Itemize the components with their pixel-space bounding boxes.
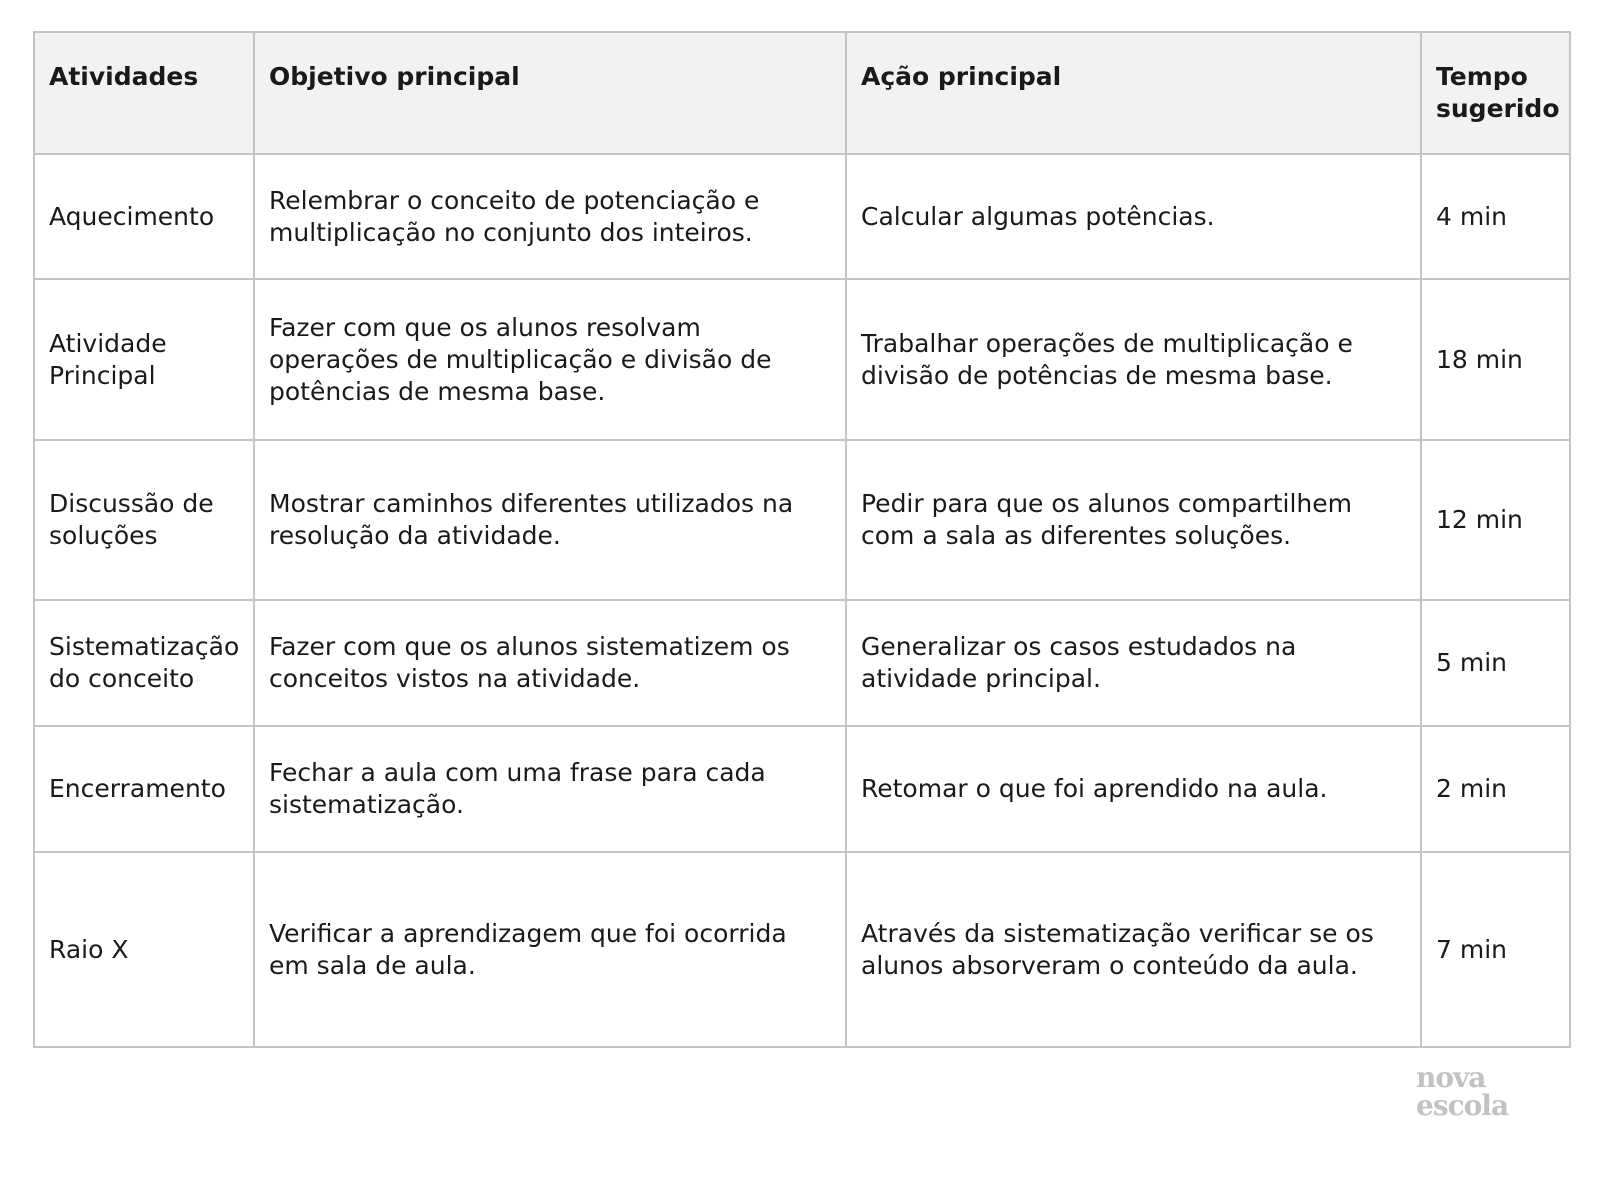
cell-tempo: 12 min (1421, 440, 1570, 600)
logo-line-nova: nova (1416, 1061, 1486, 1094)
cell-acao: Retomar o que foi aprendido na aula. (846, 726, 1421, 852)
table-row (34, 440, 1570, 600)
cell-tempo: 2 min (1421, 726, 1570, 852)
cell-atividade: Sistematização do conceito (34, 600, 254, 726)
cell-acao: Generalizar os casos estudados na atividade principal. (846, 600, 1421, 726)
header-tempo-sugerido: Tempo sugerido (1421, 32, 1570, 154)
table-row (34, 279, 1570, 440)
cell-tempo: 4 min (1421, 154, 1570, 279)
cell-objetivo: Relembrar o conceito de potenciação e multiplicação no conjunto dos inteiros. (254, 154, 846, 279)
cell-tempo: 5 min (1421, 600, 1570, 726)
cell-objetivo: Verificar a aprendizagem que foi ocorrida em sala de aula. (254, 852, 846, 1047)
table-header-row (34, 32, 1570, 154)
cell-objetivo: Fazer com que os alunos sistematizem os conceitos vistos na atividade. (254, 600, 846, 726)
header-acao-principal: Ação principal (846, 32, 1421, 154)
lesson-plan-table (33, 31, 1571, 1048)
cell-tempo: 7 min (1421, 852, 1570, 1047)
cell-atividade: Aquecimento (34, 154, 254, 279)
table-row (34, 726, 1570, 852)
cell-atividade: Encerramento (34, 726, 254, 852)
cell-objetivo: Fazer com que os alunos resolvam operações de multiplicação e divisão de potências de mesma base. (254, 279, 846, 440)
nova-escola-logo (1416, 1061, 1546, 1122)
cell-atividade: Discussão de soluções (34, 440, 254, 600)
header-objetivo-principal: Objetivo principal (254, 32, 846, 154)
table-row (34, 852, 1570, 1047)
logo-line-escola: escola (1416, 1089, 1509, 1122)
cell-atividade: Atividade Principal (34, 279, 254, 440)
cell-atividade: Raio X (34, 852, 254, 1047)
cell-acao: Calcular algumas potências. (846, 154, 1421, 279)
cell-acao: Através da sistematização verificar se os alunos absorveram o conteúdo da aula. (846, 852, 1421, 1047)
header-atividades: Atividades (34, 32, 254, 154)
cell-objetivo: Fechar a aula com uma frase para cada sistematização. (254, 726, 846, 852)
cell-acao: Pedir para que os alunos compartilhem com a sala as diferentes soluções. (846, 440, 1421, 600)
cell-tempo: 18 min (1421, 279, 1570, 440)
table-row (34, 154, 1570, 279)
cell-objetivo: Mostrar caminhos diferentes utilizados na resolução da atividade. (254, 440, 846, 600)
table-row (34, 600, 1570, 726)
cell-acao: Trabalhar operações de multiplicação e divisão de potências de mesma base. (846, 279, 1421, 440)
